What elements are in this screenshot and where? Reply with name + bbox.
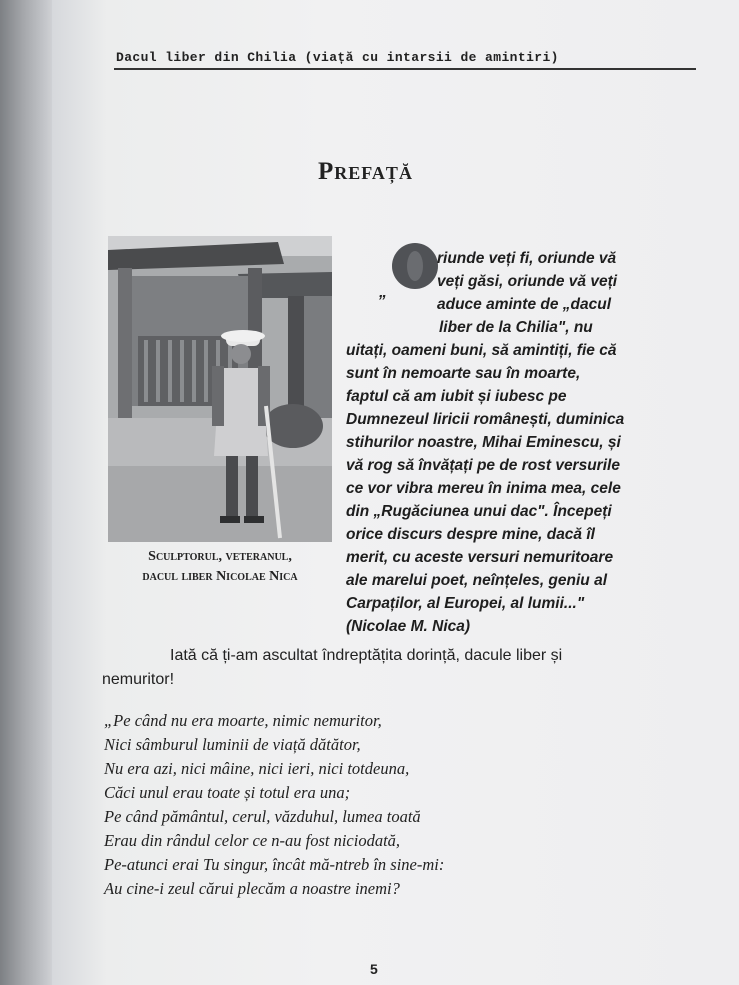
poem-line: Au cine-i zeul cărui plecăm a noastre inemi?	[104, 879, 400, 898]
page-title: Prefață	[318, 158, 413, 185]
preface-line: liber de la Chilia", nu	[439, 319, 593, 336]
photo-illustration	[108, 236, 332, 542]
photo-caption	[100, 547, 340, 587]
book-page	[52, 0, 739, 985]
poem-line: Pe-atunci erai Tu singur, încât mă-ntreb în sine-mi:	[104, 855, 445, 874]
header-rule	[114, 68, 696, 70]
caption-line: dacul liber Nicolae Nica	[142, 569, 298, 584]
preface-line: aduce aminte de „dacul	[437, 296, 611, 313]
poem-line: Erau din rândul celor ce n-au fost niciodată,	[104, 831, 401, 850]
preface-line: uitați, oameni buni, să amintiți, fie că	[346, 342, 617, 359]
poem-line: Nici sâmburul luminii de viață dătător,	[104, 735, 361, 754]
reply-text-line: nemuritor!	[102, 671, 175, 688]
poem-line: Pe când pământul, cerul, văzduhul, lumea toată	[104, 807, 421, 826]
running-head: Dacul liber din Chilia (viață cu intarsii de amintiri)	[116, 50, 559, 65]
preface-line: ce vor vibra mereu în inima mea, cele	[346, 480, 621, 497]
preface-line: riunde veți fi, oriunde vă	[437, 250, 617, 267]
preface-line: veți găsi, oriunde vă veți	[437, 273, 618, 290]
poem-line: Nu era azi, nici mâine, nici ieri, nici totdeuna,	[104, 759, 410, 778]
preface-line: merit, cu aceste versuri nemuritoare	[346, 549, 614, 566]
page-number: 5	[370, 961, 378, 977]
opening-quote-mark: „	[379, 284, 387, 301]
preface-line: sunt în nemoarte sau în moarte,	[346, 365, 581, 382]
preface-line: orice discurs despre mine, dacă îl	[346, 526, 595, 543]
preface-line: (Nicolae M. Nica)	[346, 618, 471, 635]
drop-cap-letter-o	[392, 243, 438, 289]
preface-line: Dumnezeul liricii românești, duminica	[346, 411, 625, 428]
preface-line: faptul că am iubit și iubesc pe	[346, 388, 567, 405]
photo-man-with-cane-at-carved-gate	[108, 236, 332, 542]
caption-line: Sculptorul, veteranul,	[148, 549, 292, 564]
poem-line: „Pe când nu era moarte, nimic nemuritor,	[104, 711, 382, 730]
preface-line: Carpaților, al Europei, al lumii..."	[346, 595, 585, 612]
preface-line: din „Rugăciunea unui dac". Începeți	[346, 503, 612, 520]
reply-text-line: Iată că ți-am ascultat îndreptățita dorință, dacule liber și	[170, 647, 563, 664]
preface-line: stihurilor noastre, Mihai Eminescu, și	[346, 434, 621, 451]
preface-line: ale marelui poet, neînțeles, geniu al	[346, 572, 607, 589]
preface-line: vă rog să învățați pe de rost versurile	[346, 457, 620, 474]
poem-line: Căci unul erau toate și totul era una;	[104, 783, 351, 802]
book-spine-shadow	[0, 0, 60, 985]
